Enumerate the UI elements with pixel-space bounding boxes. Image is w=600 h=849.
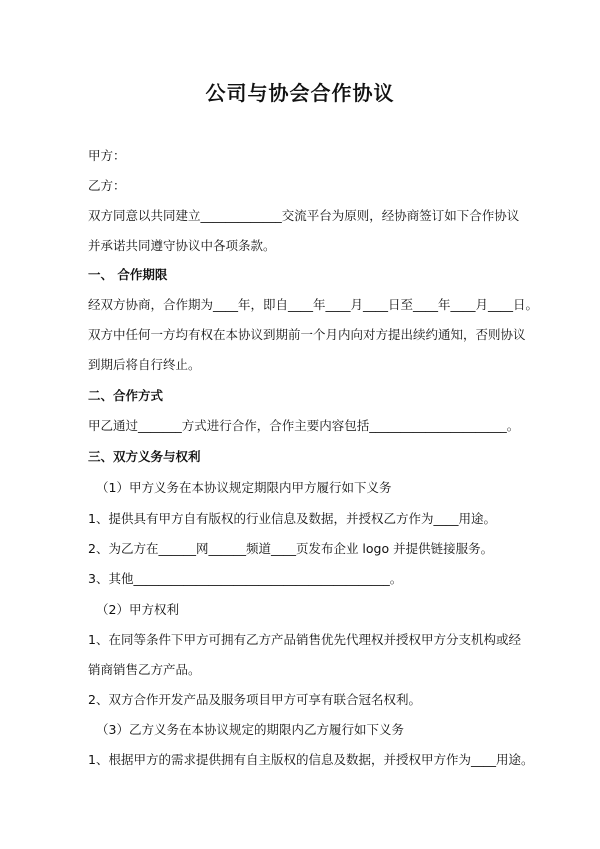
intro-line-1: 双方同意以共同建立_____________交流平台为原则，经协商签订如下合作协议 <box>88 208 520 223</box>
section-3-heading: 三、双方义务与权利 <box>88 449 201 464</box>
section-2-heading: 二、合作方式 <box>88 388 164 403</box>
party-a-right-1-line-2: 销商销售乙方产品。 <box>88 662 201 677</box>
document-title: 公司与协会合作协议 <box>205 81 395 105</box>
section-1-heading: 一、 合作期限 <box>88 267 168 282</box>
party-b-line: 乙方： <box>88 178 126 193</box>
party-a-line: 甲方： <box>88 148 126 163</box>
cooperation-line: 甲乙通过_______方式进行合作，合作主要内容包括______________________。 <box>88 418 520 433</box>
party-a-obligation-3: 3、其他_________________________________________。 <box>88 571 403 586</box>
term-line-2: 双方中任何一方均有权在本协议到期前一个月内向对方提出续约通知，否则协议 <box>88 327 526 342</box>
party-a-rights-heading: （2）甲方权利 <box>96 602 179 617</box>
party-a-obligations-heading: （1）甲方义务在本协议规定期限内甲方履行如下义务 <box>96 480 392 495</box>
party-a-right-2: 2、双方合作开发产品及服务项目甲方可享有联合冠名权利。 <box>88 692 421 707</box>
intro-line-2: 并承诺共同遵守协议中各项条款。 <box>88 238 276 253</box>
party-b-obligation-1: 1、根据甲方的需求提供拥有自主版权的信息及数据，并授权甲方作为____用途。 <box>88 752 534 767</box>
party-a-obligation-1: 1、提供具有甲方自有版权的行业信息及数据，并授权乙方作为____用途。 <box>88 511 496 526</box>
term-line-3: 到期后将自行终止。 <box>88 357 201 372</box>
party-a-obligation-2: 2、为乙方在______网______频道____页发布企业 logo 并提供链接服务。 <box>88 541 494 556</box>
party-a-right-1-line-1: 1、在同等条件下甲方可拥有乙方产品销售优先代理权并授权甲方分支机构或经 <box>88 632 521 647</box>
term-line-1: 经双方协商，合作期为____年，即自____年____月____日至____年____月____日。 <box>88 297 539 312</box>
party-b-obligations-heading: （3）乙方义务在本协议规定的期限内乙方履行如下义务 <box>96 722 404 737</box>
